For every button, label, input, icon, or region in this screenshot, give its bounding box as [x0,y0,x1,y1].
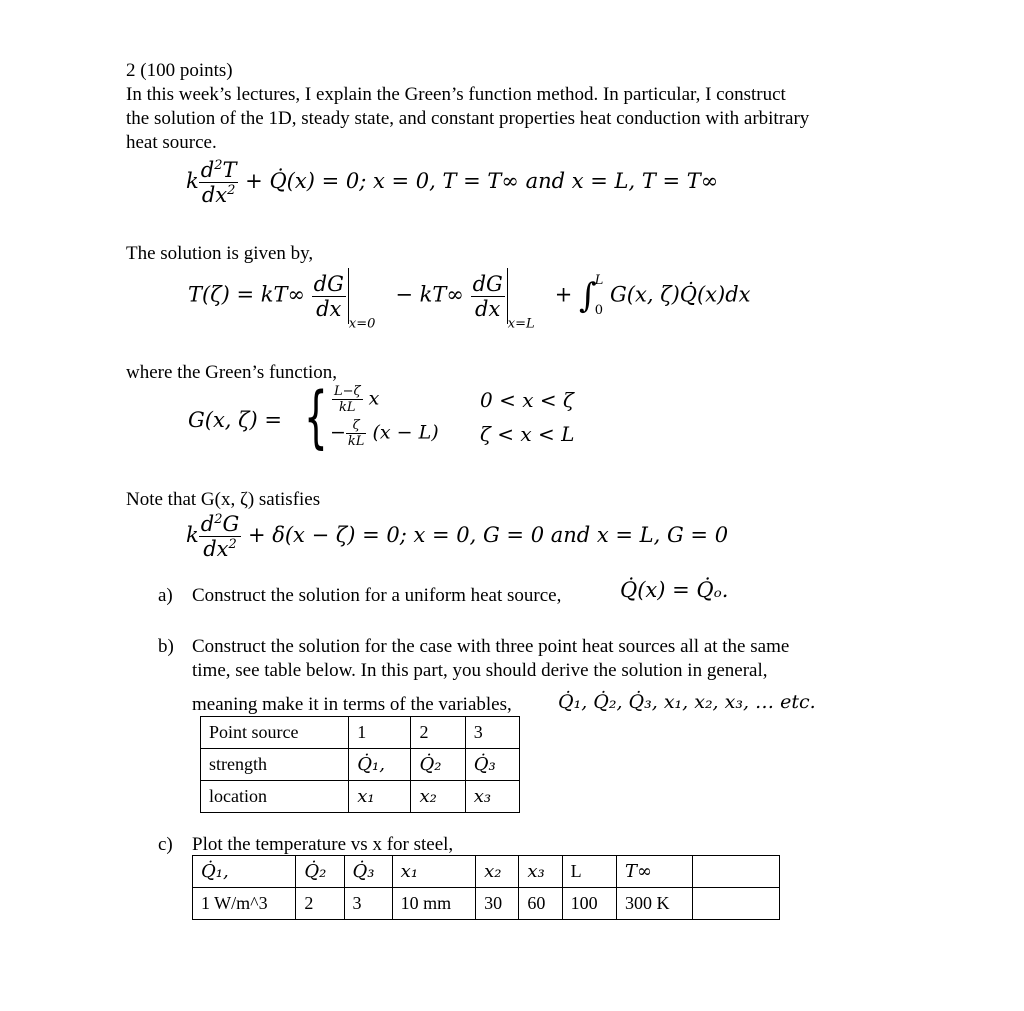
table-row [201,781,520,813]
part-a-math: Q̇(x) = Q̇ₒ. [620,578,729,602]
table-cell: L [562,856,616,888]
solution-term2: − kT∞ [395,282,464,307]
intro-line-1: In this week’s lectures, I explain the Green’s function method. In particular, I construct [126,84,786,105]
part-b-line-3: meaning make it in terms of the variables, [192,694,512,715]
where-green-text: where the Green’s function, [126,362,338,383]
table-row [201,717,520,749]
point-source-table [200,716,520,813]
solution-equation: T(ζ) = kT∞ $\frac{dG}{dx}$ $_{x=0}$ − kT∞ $\frac{dG}{dx}$ $_{x=L}$ + ∫ L 0 G(x, ζ)Q̇(x)dx [188,268,751,332]
table-cell: Q̇₂ [296,856,344,888]
table-cell: 100 [562,888,616,920]
table-cell [693,856,780,888]
part-b-line-1: Construct the solution for the case with three point heat sources all at the same [192,636,790,657]
steel-parameters-table [192,855,780,920]
part-c-text: Plot the temperature vs x for steel, [192,834,454,855]
note-green-text: Note that G(x, ζ) satisfies [126,489,321,510]
green-brace: { [304,378,328,457]
solution-lhs: T(ζ) = kT∞ [188,282,305,307]
part-a-label: a) [158,585,173,606]
table-cell: strength [201,749,349,781]
green-case2: − $\frac{\zeta}{kL}$ (x − L) [330,418,439,449]
governing-equation-rest: + Q̇(x) = 0; x = 0, T = T∞ and x = L, T = T∞ [245,169,719,193]
part-a-text: Construct the solution for a uniform heat source, [192,585,562,606]
table-cell: T∞ [616,856,692,888]
table-row [193,888,780,920]
table-cell: 300 K [616,888,692,920]
green-equation: k $\frac{d^2G}{dx^2}$ + δ(x − ζ) = 0; x = 0, G = 0 and x = L, G = 0 [186,512,729,561]
table-cell: 3 [465,717,519,749]
table-cell: x₁ [392,856,475,888]
green-lhs: G(x, ζ) = [188,408,283,432]
table-row [201,749,520,781]
solution-given-text: The solution is given by, [126,243,314,264]
table-cell: Point source [201,717,349,749]
table-cell: 1 [349,717,411,749]
table-cell: x₃ [519,856,562,888]
solution-integrand: G(x, ζ)Q̇(x)dx [610,282,751,307]
table-row [193,856,780,888]
table-cell: 30 [476,888,519,920]
part-b-line-2: time, see table below. In this part, you should derive the solution in general, [192,660,768,681]
intro-line-2: the solution of the 1D, steady state, and constant properties heat conduction with arbitrary [126,108,810,129]
governing-equation: k $\frac{d^2T}{dx^2}$ + Q̇(x) = 0; x = 0, T = T∞ and x = L, T = T∞ [186,158,719,207]
table-cell: Q̇₁, [193,856,296,888]
table-cell: Q̇₁, [349,749,411,781]
table-cell: 2 [411,717,465,749]
table-cell: x₁ [349,781,411,813]
table-cell: Q̇₃ [465,749,519,781]
green-equation-rest: + δ(x − ζ) = 0; x = 0, G = 0 and x = L, G = 0 [247,523,729,547]
table-cell: 2 [296,888,344,920]
table-cell: Q̇₃ [344,856,392,888]
part-c-label: c) [158,834,173,855]
green-cond2: ζ < x < L [480,422,575,446]
problem-number: 2 (100 points) [126,60,233,81]
table-cell: location [201,781,349,813]
table-cell: x₃ [465,781,519,813]
table-cell: x₂ [476,856,519,888]
table-cell: x₂ [411,781,465,813]
intro-line-3: heat source. [126,132,217,153]
table-cell: Q̇₂ [411,749,465,781]
table-cell: 60 [519,888,562,920]
table-cell: 1 W/m^3 [193,888,296,920]
table-cell [693,888,780,920]
green-cond1: 0 < x < ζ [480,388,574,412]
table-cell: 10 mm [392,888,475,920]
part-b-label: b) [158,636,174,657]
green-case1: $\frac{L-\zeta}{kL}$ x [334,384,380,415]
table-cell: 3 [344,888,392,920]
part-b-vars: Q̇₁, Q̇₂, Q̇₃, x₁, x₂, x₃, … etc. [558,691,816,713]
